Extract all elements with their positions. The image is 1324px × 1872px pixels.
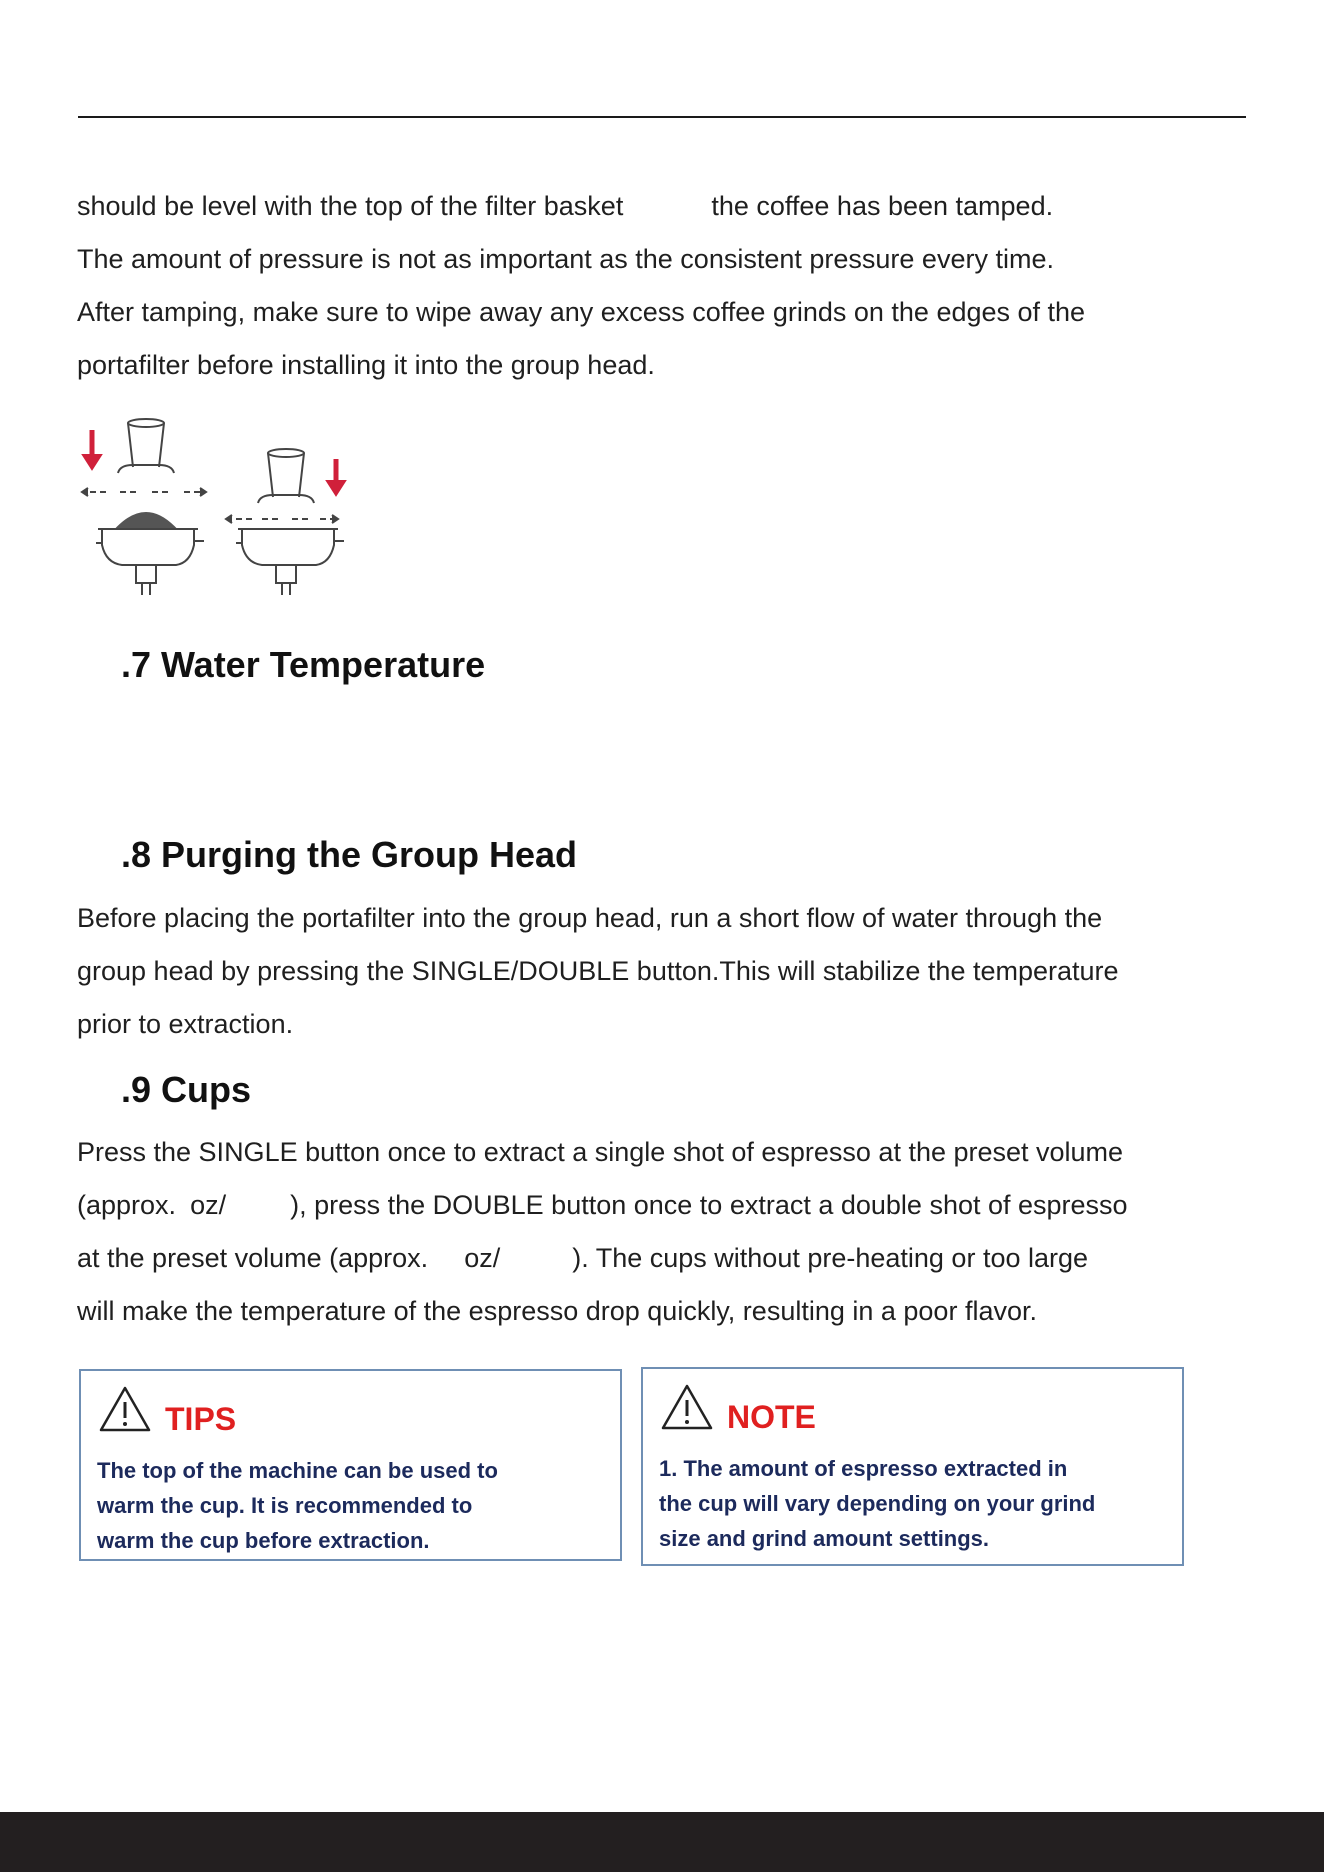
tamping-illustration <box>80 415 360 615</box>
footer-bar <box>0 1812 1324 1872</box>
cups-line-3-c: ). The cups without pre-heating or too large <box>572 1243 1089 1273</box>
purging-paragraph <box>77 892 1257 1051</box>
intro-line-2: The amount of pressure is not as important as the consistent pressure every time. <box>77 244 1054 274</box>
tips-title: TIPS <box>165 1401 237 1437</box>
cups-line-2-a: (approx. <box>77 1190 177 1220</box>
purging-line-3: prior to extraction. <box>77 1009 294 1039</box>
intro-line-1 <box>77 180 1257 233</box>
cups-heading: .9 Cups <box>121 1069 252 1110</box>
header-rule <box>78 116 1246 118</box>
cups-line-4: will make the temperature of the espresso drop quickly, resulting in a poor flavor. <box>77 1296 1037 1326</box>
tips-line-2: warm the cup. It is recommended to <box>97 1493 473 1518</box>
tips-line-3: warm the cup before extraction. <box>97 1528 430 1553</box>
cups-line-2-c: ), press the DOUBLE button once to extract a double shot of espresso <box>290 1190 1128 1220</box>
warning-triangle-icon <box>661 1383 713 1431</box>
cups-line-3 <box>77 1232 1257 1285</box>
tips-line-1: The top of the machine can be used to <box>97 1458 498 1483</box>
intro-paragraph <box>77 180 1257 392</box>
note-box <box>641 1367 1184 1566</box>
note-body <box>659 1451 1172 1556</box>
note-line-1: 1. The amount of espresso extracted in <box>659 1456 1068 1481</box>
tips-box <box>79 1369 622 1561</box>
note-title: NOTE <box>727 1399 816 1435</box>
intro-line-3: After tamping, make sure to wipe away any excess coffee grinds on the edges of the <box>77 297 1086 327</box>
cups-paragraph <box>77 1126 1257 1338</box>
intro-line-1-start: should be level with the top of the filter basket <box>77 191 624 221</box>
note-line-2: the cup will vary depending on your grind <box>659 1491 1096 1516</box>
purging-line-2: group head by pressing the SINGLE/DOUBLE button.This will stabilize the temperature <box>77 956 1119 986</box>
cups-line-3-a: at the preset volume (approx. <box>77 1243 429 1273</box>
cups-line-1: Press the SINGLE button once to extract a single shot of espresso at the preset volume <box>77 1137 1124 1167</box>
intro-line-1-end: the coffee has been tamped. <box>711 191 1054 221</box>
cups-line-2-b: oz/ <box>190 1190 227 1220</box>
intro-line-4: portafilter before installing it into the group head. <box>77 350 655 380</box>
tips-body <box>97 1453 610 1558</box>
note-line-3: size and grind amount settings. <box>659 1526 990 1551</box>
cups-line-2 <box>77 1179 1257 1232</box>
warning-triangle-icon <box>99 1385 151 1433</box>
cups-line-3-b: oz/ <box>464 1243 501 1273</box>
purging-line-1: Before placing the portafilter into the group head, run a short flow of water through the <box>77 903 1103 933</box>
water-temperature-heading: .7 Water Temperature <box>121 644 486 685</box>
purging-heading: .8 Purging the Group Head <box>121 834 578 875</box>
